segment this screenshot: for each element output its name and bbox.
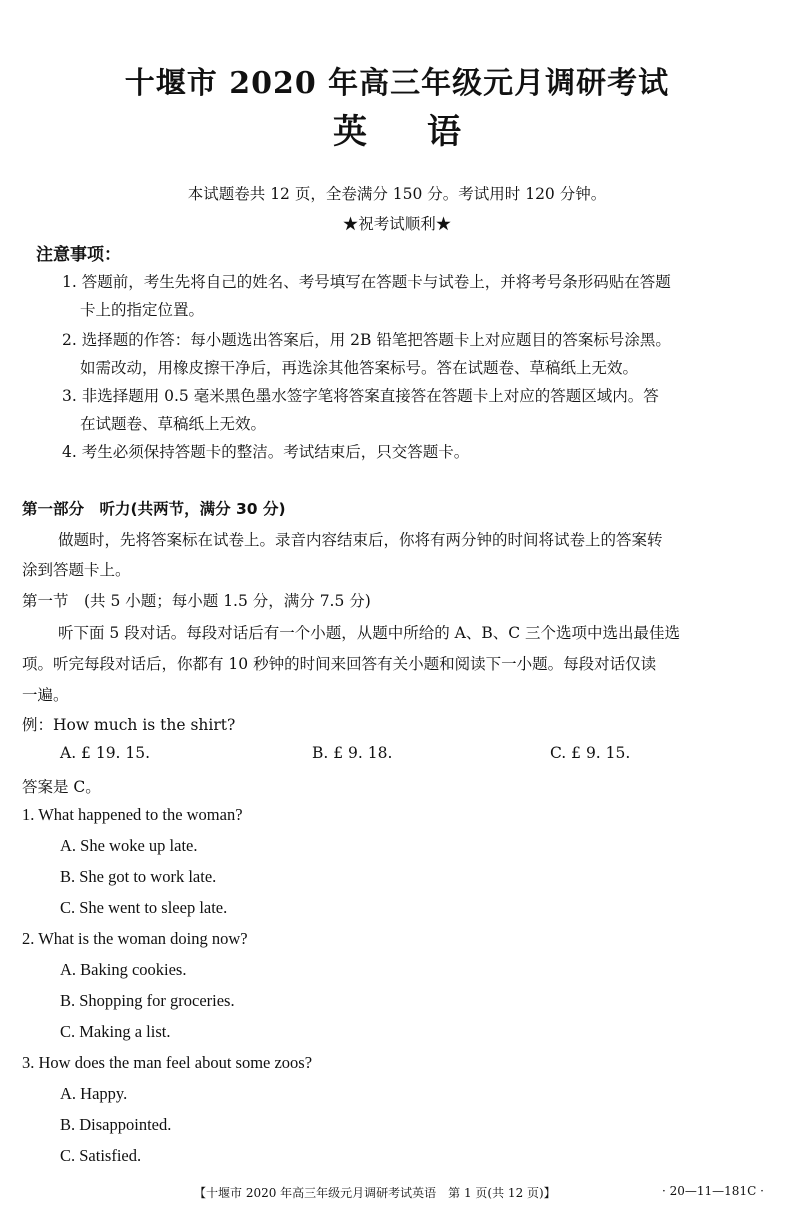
- section1-instruction: 项。听完每段对话后，你都有 10 秒钟的时间来回答有关小题和阅读下一小题。每段对话仅读: [22, 655, 657, 673]
- part1-instruction: 做题时，先将答案标在试卷上。录音内容结束后，你将有两分钟的时间将试卷上的答案转: [58, 531, 663, 549]
- question-3-option-b: B. Disappointed.: [60, 1115, 172, 1134]
- footer-page-info: 【十堰市 2020 年高三年级元月调研考试英语 第 1 页(共 12 页)】: [194, 1186, 556, 1200]
- question-2-option-c: C. Making a list.: [60, 1022, 171, 1041]
- exam-title: 十堰市 2020 年高三年级元月调研考试: [124, 66, 670, 101]
- footer-code: · 20—11—181C ·: [662, 1184, 764, 1198]
- question-3-option-a: A. Happy.: [60, 1084, 128, 1103]
- question-1-option-b: B. She got to work late.: [60, 867, 217, 886]
- exam-intro: 本试题卷共 12 页，全卷满分 150 分。考试用时 120 分钟。: [187, 185, 607, 203]
- good-luck-line: ★祝考试顺利★: [342, 215, 452, 233]
- example-answer: 答案是 C。: [22, 778, 101, 796]
- notice-line: 2. 选择题的作答：每小题选出答案后，用 2B 铅笔把答题卡上对应题目的答案标号涂黑。: [62, 331, 671, 349]
- question-2-option-b: B. Shopping for groceries.: [60, 991, 235, 1010]
- question-1: 1. What happened to the woman?: [22, 805, 243, 824]
- question-2: 2. What is the woman doing now?: [22, 929, 248, 948]
- notice-line: 4. 考生必须保持答题卡的整洁。考试结束后，只交答题卡。: [62, 443, 470, 461]
- notice-heading: 注意事项：: [36, 245, 121, 265]
- section1-instruction: 听下面 5 段对话。每段对话后有一个小题，从题中所给的 A、B、C 三个选项中选出最佳选: [58, 624, 681, 642]
- section1-instruction: 一遍。: [22, 686, 69, 704]
- example-option-a: A. £ 19. 15.: [60, 744, 151, 762]
- question-2-option-a: A. Baking cookies.: [60, 960, 187, 979]
- question-1-option-a: A. She woke up late.: [60, 836, 198, 855]
- notice-line: 如需改动，用橡皮擦干净后，再选涂其他答案标号。答在试题卷、草稿纸上无效。: [80, 359, 639, 377]
- notice-line: 卡上的指定位置。: [80, 301, 205, 319]
- notice-line: 在试题卷、草稿纸上无效。: [80, 415, 267, 433]
- example-option-c: C. £ 9. 15.: [550, 744, 631, 762]
- question-3-option-c: C. Satisfied.: [60, 1146, 142, 1165]
- question-1-option-c: C. She went to sleep late.: [60, 898, 228, 917]
- example-question: 例：How much is the shirt?: [22, 716, 236, 734]
- example-option-b: B. £ 9. 18.: [312, 744, 393, 762]
- part1-instruction: 涂到答题卡上。: [22, 561, 131, 579]
- question-3: 3. How does the man feel about some zoos?: [22, 1053, 313, 1072]
- part1-heading: 第一部分 听力(共两节，满分 30 分): [22, 500, 286, 518]
- notice-line: 3. 非选择题用 0.5 毫米黑色墨水签字笔将答案直接答在答题卡上对应的答题区域内。答: [62, 387, 659, 405]
- subject-title: 英语: [333, 112, 521, 152]
- section1-heading: 第一节 (共 5 小题；每小题 1.5 分，满分 7.5 分): [22, 592, 371, 610]
- notice-line: 1. 答题前，考生先将自己的姓名、考号填写在答题卡与试卷上，并将考号条形码贴在答题: [62, 273, 671, 291]
